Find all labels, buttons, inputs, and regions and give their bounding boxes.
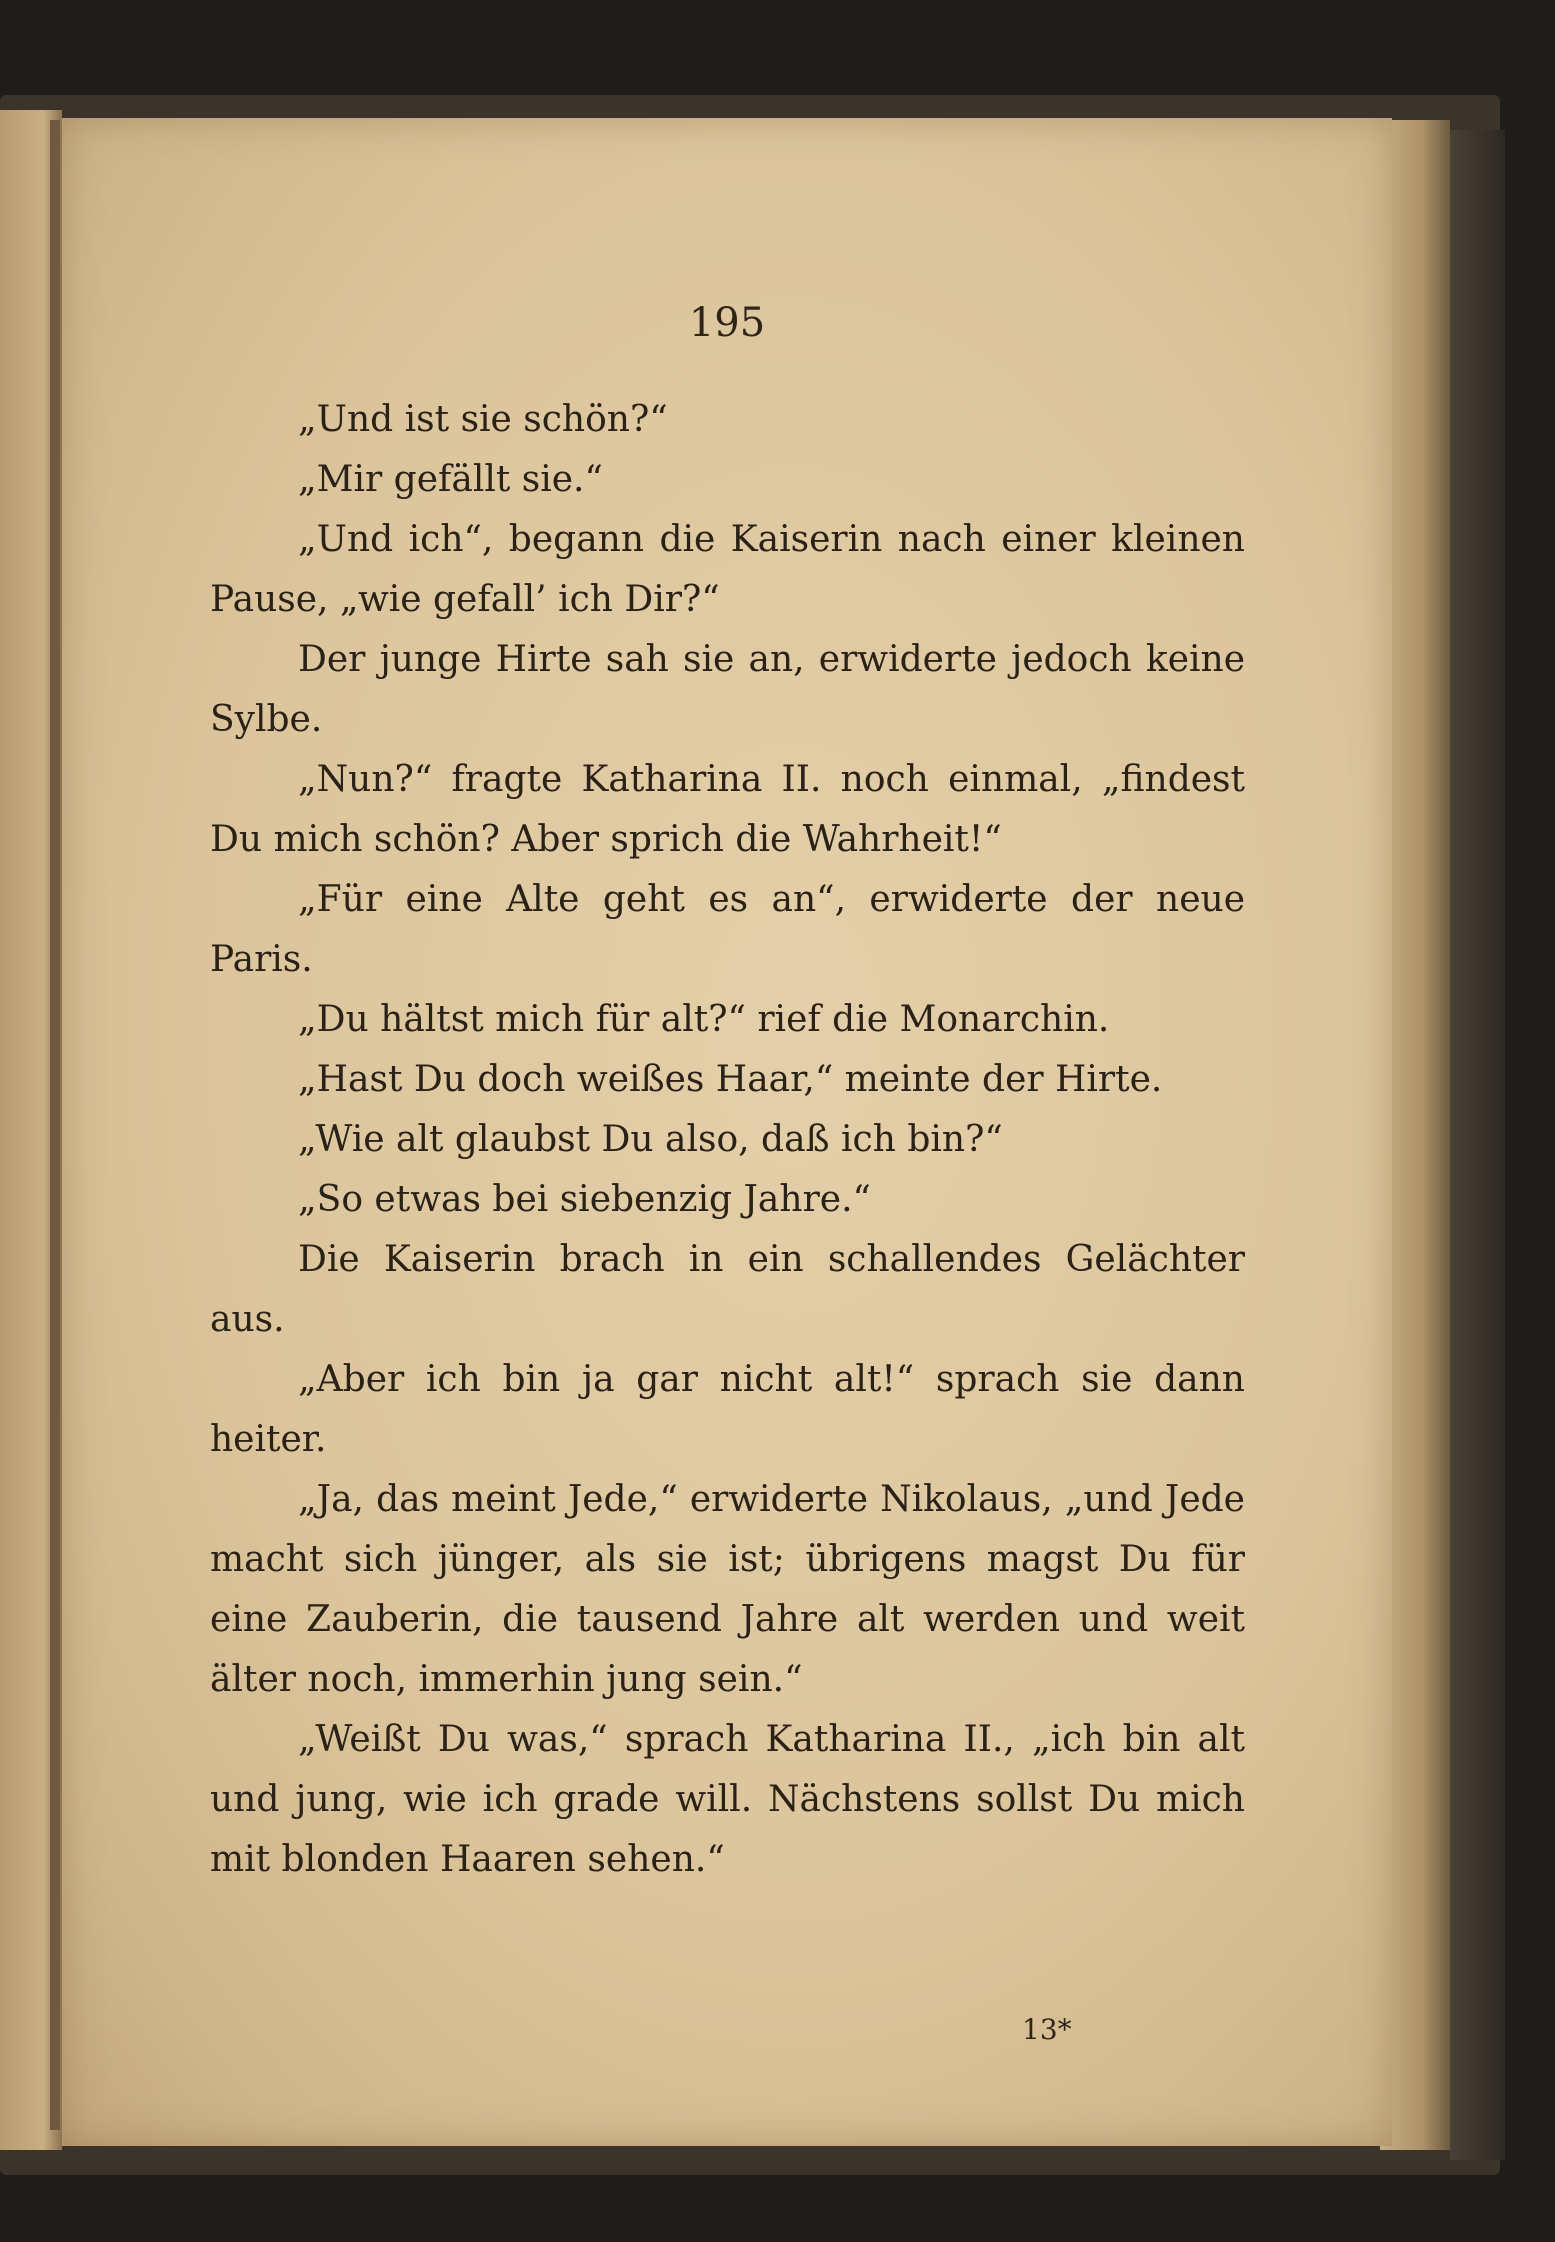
page-number: 195 bbox=[688, 300, 766, 346]
paragraph: „Und ich“, begann die Kaiserin nach einer kleinen Pause, „wie gefall’ ich Dir?“ bbox=[210, 519, 1245, 620]
paragraph: „Hast Du doch weißes Haar,“ meinte der Hirte. bbox=[298, 1059, 1163, 1100]
paragraph: „So etwas bei siebenzig Jahre.“ bbox=[298, 1179, 871, 1220]
paragraph: „Weißt Du was,“ sprach Katharina II., „ich bin alt und jung, wie ich grade will. Nächstens sollst Du mich mit blonden Haaren sehen.“ bbox=[210, 1719, 1245, 1880]
paragraph: „Für eine Alte geht es an“, erwiderte der neue Paris. bbox=[210, 879, 1245, 980]
paragraph: „Mir gefällt sie.“ bbox=[298, 459, 603, 500]
page-text bbox=[210, 390, 1245, 1890]
paragraph: „Aber ich bin ja gar nicht alt!“ sprach sie dann heiter. bbox=[210, 1359, 1245, 1460]
paragraph: „Und ist sie schön?“ bbox=[298, 399, 668, 440]
paragraph: Die Kaiserin brach in ein schallendes Gelächter aus. bbox=[210, 1239, 1245, 1340]
book-page bbox=[62, 118, 1392, 2146]
signature-mark: 13* bbox=[1022, 2013, 1072, 2046]
paragraph: Der junge Hirte sah sie an, erwiderte jedoch keine Sylbe. bbox=[210, 639, 1245, 740]
book-binding bbox=[1450, 130, 1505, 2160]
paragraph: „Nun?“ fragte Katharina II. noch einmal, „findest Du mich schön? Aber sprich die Wahrheit!“ bbox=[210, 759, 1245, 860]
paragraph: „Du hältst mich für alt?“ rief die Monarchin. bbox=[298, 999, 1110, 1040]
gutter-shadow bbox=[50, 120, 60, 2130]
paragraph: „Ja, das meint Jede,“ erwiderte Nikolaus, „und Jede macht sich jünger, als sie ist; übrigens magst Du für eine Zauberin, die tausend Jahre alt werden und weit älter noch, immerhin jung sein.“ bbox=[210, 1479, 1245, 1700]
paragraph: „Wie alt glaubst Du also, daß ich bin?“ bbox=[298, 1119, 1003, 1160]
